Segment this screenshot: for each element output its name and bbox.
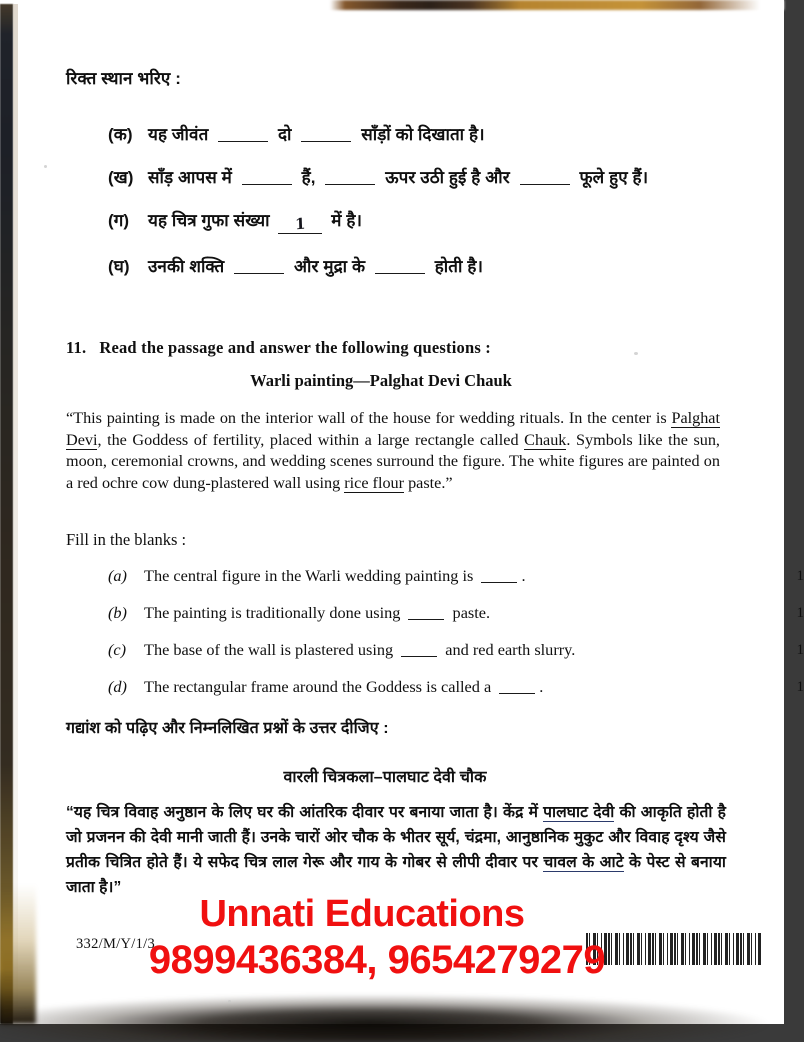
item-text bbox=[144, 566, 526, 586]
text-fragment: “यह चित्र विवाह अनुष्ठान के लिए घर की आंतरिक दीवार पर बनाया जाता है। केंद्र में bbox=[66, 804, 543, 821]
marks-value: 1 bbox=[797, 605, 804, 622]
text-fragment: दो bbox=[278, 125, 292, 144]
list-item bbox=[108, 122, 708, 145]
item-marker: (a) bbox=[108, 566, 144, 586]
page-footer-code: 332/M/Y/1/3 bbox=[76, 936, 155, 953]
item-marker: (घ) bbox=[108, 254, 148, 277]
blank-underline bbox=[520, 184, 570, 185]
underlined-term-palghat-devi: Palghat Devi bbox=[66, 409, 720, 450]
blank-underline bbox=[325, 184, 375, 185]
hindi-fill-list bbox=[108, 122, 708, 297]
passage-hindi bbox=[66, 800, 726, 900]
blank-underline bbox=[301, 141, 351, 142]
blank-underline bbox=[375, 273, 425, 274]
text-fragment: हैं, bbox=[302, 168, 316, 187]
item-marker: (ख) bbox=[108, 165, 148, 188]
english-fill-list bbox=[108, 566, 768, 714]
item-text bbox=[144, 640, 575, 660]
marks-value: 1 bbox=[797, 568, 804, 585]
hindi-fill-instruction: रिक्त स्थान भरिए : bbox=[66, 66, 181, 89]
item-text bbox=[148, 122, 485, 145]
scan-shadow-bottom bbox=[0, 984, 784, 1042]
item-text bbox=[148, 165, 648, 188]
paper-speck bbox=[228, 1000, 231, 1003]
text-fragment: paste. bbox=[453, 603, 491, 622]
text-fragment: साँड़ों को दिखाता है। bbox=[361, 125, 484, 144]
underlined-term-rice-flour-hindi: चावल के आटे bbox=[543, 854, 623, 872]
scan-edge-top bbox=[0, 0, 784, 10]
question-11-heading bbox=[66, 338, 491, 358]
underlined-term-palghat-devi-hindi: पालघाट देवी bbox=[543, 804, 614, 822]
text-fragment: . Symbols like the sun, moon, ceremonial crowns, and wedding scenes surround the figure. The white figures are painted on a red ochre cow dung-plastered wall using bbox=[66, 431, 720, 492]
marks-value: 1 bbox=[797, 679, 804, 696]
blank-underline bbox=[499, 693, 535, 694]
text-fragment: , the Goddess of fertility, placed within a large rectangle called bbox=[97, 431, 524, 449]
item-marker: (b) bbox=[108, 603, 144, 623]
list-item bbox=[108, 208, 708, 234]
item-marker: (d) bbox=[108, 677, 144, 697]
text-fragment: The painting is traditionally done using bbox=[144, 603, 400, 622]
blank-underline bbox=[481, 582, 517, 583]
paper-speck bbox=[634, 352, 638, 355]
text-fragment: The rectangular frame around the Goddess is called a bbox=[144, 677, 491, 696]
text-fragment: and red earth slurry. bbox=[445, 640, 575, 659]
marks-value: 1 bbox=[797, 642, 804, 659]
question-number: 11. bbox=[66, 338, 86, 357]
text-fragment: यह जीवंत bbox=[148, 125, 208, 144]
list-item bbox=[108, 677, 768, 697]
text-fragment: होती है। bbox=[435, 257, 483, 276]
text-fragment: और मुद्रा के bbox=[294, 257, 365, 276]
list-item bbox=[108, 165, 708, 188]
item-marker: (क) bbox=[108, 122, 148, 145]
text-fragment: के पेस्ट से बनाया जाता है।” bbox=[66, 854, 726, 896]
passage-english bbox=[66, 408, 720, 494]
item-text bbox=[144, 603, 490, 623]
item-marker: (c) bbox=[108, 640, 144, 660]
text-fragment: फूले हुए हैं। bbox=[579, 168, 648, 187]
scan-edge-left bbox=[0, 4, 13, 1024]
handwritten-answer: 1 bbox=[295, 214, 306, 233]
text-fragment: The base of the wall is plastered using bbox=[144, 640, 393, 659]
question-prompt: Read the passage and answer the following questions : bbox=[99, 338, 491, 357]
underlined-term-rice-flour: rice flour bbox=[344, 474, 404, 493]
blank-underline bbox=[401, 656, 437, 657]
item-text bbox=[144, 677, 543, 697]
passage-title-hindi: वारली चित्रकला–पालघाट देवी चौक bbox=[0, 765, 784, 787]
blank-underline bbox=[408, 619, 444, 620]
underlined-term-chauk: Chauk bbox=[524, 431, 566, 450]
text-fragment: उनकी शक्ति bbox=[148, 257, 224, 276]
list-item bbox=[108, 566, 768, 586]
hindi-passage-instruction: गद्यांश को पढ़िए और निम्नलिखित प्रश्नों के उत्तर दीजिए : bbox=[66, 716, 389, 738]
list-item bbox=[108, 640, 768, 660]
fill-in-blanks-label-english: Fill in the blanks : bbox=[66, 530, 186, 550]
blank-underline bbox=[242, 184, 292, 185]
watermark-brand-name: Unnati Educations bbox=[0, 893, 784, 936]
text-fragment: यह चित्र गुफा संख्या bbox=[148, 211, 270, 230]
text-fragment: . bbox=[539, 677, 543, 696]
paper-speck bbox=[44, 165, 47, 168]
text-fragment: की आकृति होती है जो प्रजनन की देवी मानी जाती हैं। उनके चारों ओर चौक के भीतर सूर्य, चंद्रमा, आनुष्ठानिक मुकुट और विवाह दृश्य जैसे प्रतीक चित्रित होते हैं। ये सफेद चित्र लाल गेरू और गाय के गोबर से लीपी दीवार पर bbox=[66, 804, 726, 871]
scan-edge-left-inner bbox=[13, 4, 18, 1024]
text-fragment: “This painting is made on the interior wall of the house for wedding rituals. In the center is bbox=[66, 409, 671, 427]
passage-title-english: Warli painting—Palghat Devi Chauk bbox=[0, 371, 784, 391]
text-fragment: में है। bbox=[331, 211, 362, 230]
blank-underline bbox=[234, 273, 284, 274]
list-item bbox=[108, 603, 768, 623]
list-item bbox=[108, 254, 708, 277]
text-fragment: ऊपर उठी हुई है और bbox=[385, 168, 510, 187]
item-marker: (ग) bbox=[108, 208, 148, 231]
watermark-phone-numbers: 9899436384, 9654279279 bbox=[0, 938, 784, 983]
blank-underline bbox=[218, 141, 268, 142]
item-text bbox=[148, 254, 483, 277]
text-fragment: . bbox=[521, 566, 525, 585]
text-fragment: paste.” bbox=[404, 474, 453, 492]
handwritten-answer-blank bbox=[278, 213, 322, 234]
text-fragment: The central figure in the Warli wedding painting is bbox=[144, 566, 473, 585]
text-fragment: साँड़ आपस में bbox=[148, 168, 232, 187]
item-text bbox=[148, 208, 362, 234]
